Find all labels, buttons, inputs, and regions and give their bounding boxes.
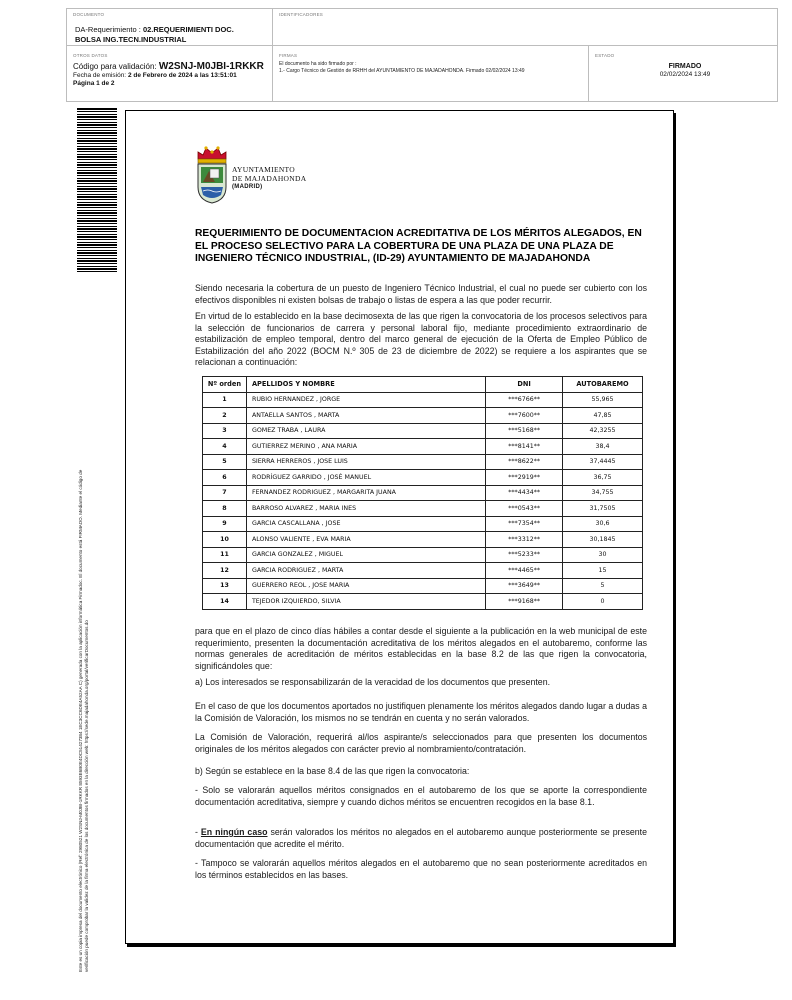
cell-autobaremo: 55,965 — [563, 392, 643, 408]
paragraph-10: - Tampoco se valorarán aquellos méritos alegados en el autobaremo que no sean posteriormente acreditados en los términos establecidos en las bases. — [195, 858, 647, 880]
cell-dni: ***5168** — [486, 423, 563, 439]
firmas-cell — [279, 53, 589, 75]
identificadores-label: IDENTIFICADORES — [279, 12, 324, 17]
documento-line2: BOLSA ING.TECN.INDUSTRIAL — [75, 35, 187, 44]
side-line1: Este es un copia impresa del documento electrónico (Ref: 2980521 W2SNJ-M0JBI-1RKKR 8593E6B0E4DC51427384 1EC3CC6DE4A52AA C) generada con la aplicación informática Firmadoc. El documento está FIRMADO. Mediante el código de — [78, 469, 83, 972]
cell-nombre: GARCIA RODRIGUEZ , MARTA — [246, 563, 485, 579]
cell-autobaremo: 38,4 — [563, 439, 643, 455]
table-row — [203, 516, 643, 532]
cell-nombre: GARCIA GONZALEZ , MIGUEL — [246, 547, 485, 563]
document-header — [66, 8, 778, 102]
p9-rest: serán valorados los méritos no alegados en el autobaremo aunque posteriormente se presente documentación que acredite el mérito. — [195, 827, 648, 849]
paragraph-2: En virtud de lo establecido en la base decimosexta de las que rigen la convocatoria de los procesos selectivos para la selección de funcionarios de carrera y personal laboral fijo, mediante procedimiento extraordinario de estabilización de empleo temporal, dentro del marco general de ejecución de la Oferta de Empleo Público de Estabilización del año 2022 (BOCM N.º 305 de 23 de diciembre de 2022) se requiere a los aspirantes que se relacionan a continuación: — [195, 311, 647, 368]
p9-emphasis: En ningún caso — [200, 827, 268, 837]
table-row — [203, 423, 643, 439]
paragraph-1: Siendo necesaria la cobertura de un puesto de Ingeniero Técnico Industrial, el cual no puede ser cubierto con los efectivos disponibles ni existen bolsas de trabajo o listas de espera a las que poder recurrir. — [195, 283, 647, 305]
fecha-value: 2 de Febrero de 2024 a las 13:51:01 — [127, 72, 237, 79]
col-header-nombre: APELLIDOS Y NOMBRE — [246, 377, 485, 393]
cell-nombre: BARROSO ALVAREZ , MARIA INES — [246, 501, 485, 517]
cell-dni: ***9168** — [486, 594, 563, 610]
estado-label: ESTADO — [595, 53, 615, 58]
paragraph-7: b) Según se establece en la base 8.4 de las que rigen la convocatoria: — [195, 766, 470, 776]
table-row — [203, 408, 643, 424]
cell-orden: 11 — [203, 547, 247, 563]
cell-nombre: RUBIO HERNANDEZ , JORGE — [246, 392, 485, 408]
cell-autobaremo: 0 — [563, 594, 643, 610]
table-row — [203, 470, 643, 486]
page-number: Página 1 de 2 — [73, 80, 115, 87]
table-row — [203, 594, 643, 610]
cell-dni: ***8622** — [486, 454, 563, 470]
table-row — [203, 563, 643, 579]
cell-orden: 9 — [203, 516, 247, 532]
table-row — [203, 547, 643, 563]
cell-orden: 4 — [203, 439, 247, 455]
cell-dni: ***7600** — [486, 408, 563, 424]
fecha-prefix: Fecha de emisión: — [73, 72, 127, 79]
table-header-row — [203, 377, 643, 393]
cell-dni: ***5233** — [486, 547, 563, 563]
p9-prefix: - — [195, 827, 198, 837]
firmas-line1: El documento ha sido firmado por : — [279, 61, 357, 67]
cell-nombre: GOMEZ TRABA , LAURA — [246, 423, 485, 439]
paragraph-6: La Comisión de Valoración, requerirá al/los aspirante/s seleccionados para que presenten los documentos originales de los méritos alegados con carácter previo al nombramiento/contratación. — [195, 732, 647, 754]
col-header-dni: DNI — [486, 377, 563, 393]
cell-orden: 14 — [203, 594, 247, 610]
side-line2[interactable]: verificación puede comprobar la validez de la firma electrónica de los documentos firmados en la dirección web: https://sede.majadahonda.org/portal/verificarDocumentos.do — [84, 620, 89, 972]
cell-autobaremo: 36,75 — [563, 470, 643, 486]
cell-nombre: GARCIA CASCALLANA , JOSE — [246, 516, 485, 532]
cell-orden: 12 — [203, 563, 247, 579]
documento-prefix: DA-Requerimiento : — [75, 25, 141, 34]
codigo-validacion — [73, 61, 273, 72]
cell-dni: ***0543** — [486, 501, 563, 517]
cell-nombre: ALONSO VALIENTE , EVA MARIA — [246, 532, 485, 548]
logo-line1: AYUNTAMIENTO — [232, 165, 295, 174]
logo-line2: DE MAJADAHONDA — [232, 174, 307, 183]
table-row — [203, 454, 643, 470]
cell-autobaremo: 5 — [563, 578, 643, 594]
cell-orden: 7 — [203, 485, 247, 501]
estado-value: FIRMADO — [668, 63, 702, 70]
cell-autobaremo: 30,6 — [563, 516, 643, 532]
otros-datos-cell — [73, 53, 273, 88]
cell-nombre: GUERRERO REOL , JOSE MARIA — [246, 578, 485, 594]
table-row — [203, 485, 643, 501]
cell-nombre: TEJEDOR IZQUIERDO, SILVIA — [246, 594, 485, 610]
table-row — [203, 578, 643, 594]
cell-dni: ***4434** — [486, 485, 563, 501]
cell-orden: 5 — [203, 454, 247, 470]
cell-nombre: SIERRA HERREROS , JOSE LUIS — [246, 454, 485, 470]
documento-value — [75, 25, 273, 45]
cell-autobaremo: 47,85 — [563, 408, 643, 424]
cell-orden: 6 — [203, 470, 247, 486]
cell-dni: ***8141** — [486, 439, 563, 455]
documento-main: 02.REQUERIMIENTI DOC. — [142, 25, 234, 34]
municipality-logo — [195, 145, 315, 205]
cell-autobaremo: 15 — [563, 563, 643, 579]
cell-orden: 10 — [203, 532, 247, 548]
cell-dni: ***2919** — [486, 470, 563, 486]
table-row — [203, 439, 643, 455]
table-row — [203, 532, 643, 548]
merits-table — [202, 376, 643, 610]
firmas-text — [279, 61, 589, 75]
divider — [67, 45, 777, 46]
cell-nombre: FERNANDEZ RODRIGUEZ , MARGARITA JUANA — [246, 485, 485, 501]
cell-autobaremo: 30 — [563, 547, 643, 563]
otros-label: OTROS DATOS — [73, 53, 108, 58]
codigo-prefix: Código para validación: — [73, 62, 157, 71]
cell-nombre: GUTIERREZ MERINO , ANA MARIA — [246, 439, 485, 455]
firmas-line2: 1.- Cargo Técnico de Gestión de RRHH del AYUNTAMIENTO DE MAJADAHONDA. Firmado 02/02/2024 13:49 — [279, 68, 525, 74]
cell-dni: ***4465** — [486, 563, 563, 579]
cell-dni: ***7354** — [486, 516, 563, 532]
firmas-label: FIRMAS — [279, 53, 298, 58]
documento-cell — [73, 12, 273, 45]
document-page — [125, 110, 674, 944]
cell-dni: ***6766** — [486, 392, 563, 408]
fecha-emision — [73, 72, 273, 80]
paragraph-9 — [195, 827, 647, 850]
cell-orden: 8 — [203, 501, 247, 517]
cell-orden: 1 — [203, 392, 247, 408]
logo-text — [232, 165, 306, 192]
cell-autobaremo: 42,3255 — [563, 423, 643, 439]
paragraph-8: - Solo se valorarán aquellos méritos consignados en el autobaremo de los que se aporte la correspondiente documentación acreditativa, siempre y cuando dichos méritos se encuentren recogidos en la base 8.1. — [195, 785, 647, 807]
paragraph-5: En el caso de que los documentos aportados no justifiquen plenamente los méritos alegados dando lugar a dudas a la Comisión de Valoración, los mismos no se tendrán en cuenta y no serán valorados. — [195, 701, 647, 723]
documento-label: DOCUMENTO — [73, 12, 105, 17]
codigo-value[interactable]: W2SNJ-M0JBI-1RKKR — [158, 61, 264, 72]
cell-autobaremo: 37,4445 — [563, 454, 643, 470]
document-title: REQUERIMIENTO DE DOCUMENTACION ACREDITATIVA DE LOS MÉRITOS ALEGADOS, EN EL PROCESO SELECTIVO PARA LA COBERTURA DE UNA PLAZA DE UNA PLAZA DE INGENIERO TÉCNICO INDUSTRIAL, (ID-29) AYUNTAMIENTO DE MAJADAHONDA — [195, 228, 642, 264]
table-row — [203, 392, 643, 408]
cell-orden: 2 — [203, 408, 247, 424]
cell-autobaremo: 31,7505 — [563, 501, 643, 517]
barcode-icon — [77, 108, 117, 272]
side-verification-text — [78, 292, 98, 972]
cell-dni: ***3312** — [486, 532, 563, 548]
coat-of-arms-icon — [195, 145, 229, 205]
paragraph-3: para que en el plazo de cinco días hábiles a contar desde el siguiente a la publicación en la web municipal de este requerimiento, presenten la documentación acreditativa de los méritos alegados en el autobaremo, conforme las normas generales de acreditación de méritos establecidas en la base 8.2 de las que rigen la convocatoria, significándoles que: — [195, 626, 647, 671]
cell-autobaremo: 30,1845 — [563, 532, 643, 548]
cell-nombre: RODRÍGUEZ GARRIDO , JOSÉ MANUEL — [246, 470, 485, 486]
cell-autobaremo: 34,755 — [563, 485, 643, 501]
cell-dni: ***3649** — [486, 578, 563, 594]
estado-cell — [595, 53, 775, 78]
cell-orden: 13 — [203, 578, 247, 594]
table-row — [203, 501, 643, 517]
paragraph-4: a) Los interesados se responsabilizarán de la veracidad de los documentos que presenten. — [195, 677, 551, 687]
col-header-autobaremo: AUTOBAREMO — [563, 377, 643, 393]
cell-nombre: ANTAELLA SANTOS , MARTA — [246, 408, 485, 424]
identificadores-cell — [279, 12, 323, 17]
col-header-orden: Nº orden — [203, 377, 247, 393]
cell-orden: 3 — [203, 423, 247, 439]
estado-date: 02/02/2024 13:49 — [659, 71, 711, 78]
logo-line3: (MADRID) — [232, 184, 263, 190]
